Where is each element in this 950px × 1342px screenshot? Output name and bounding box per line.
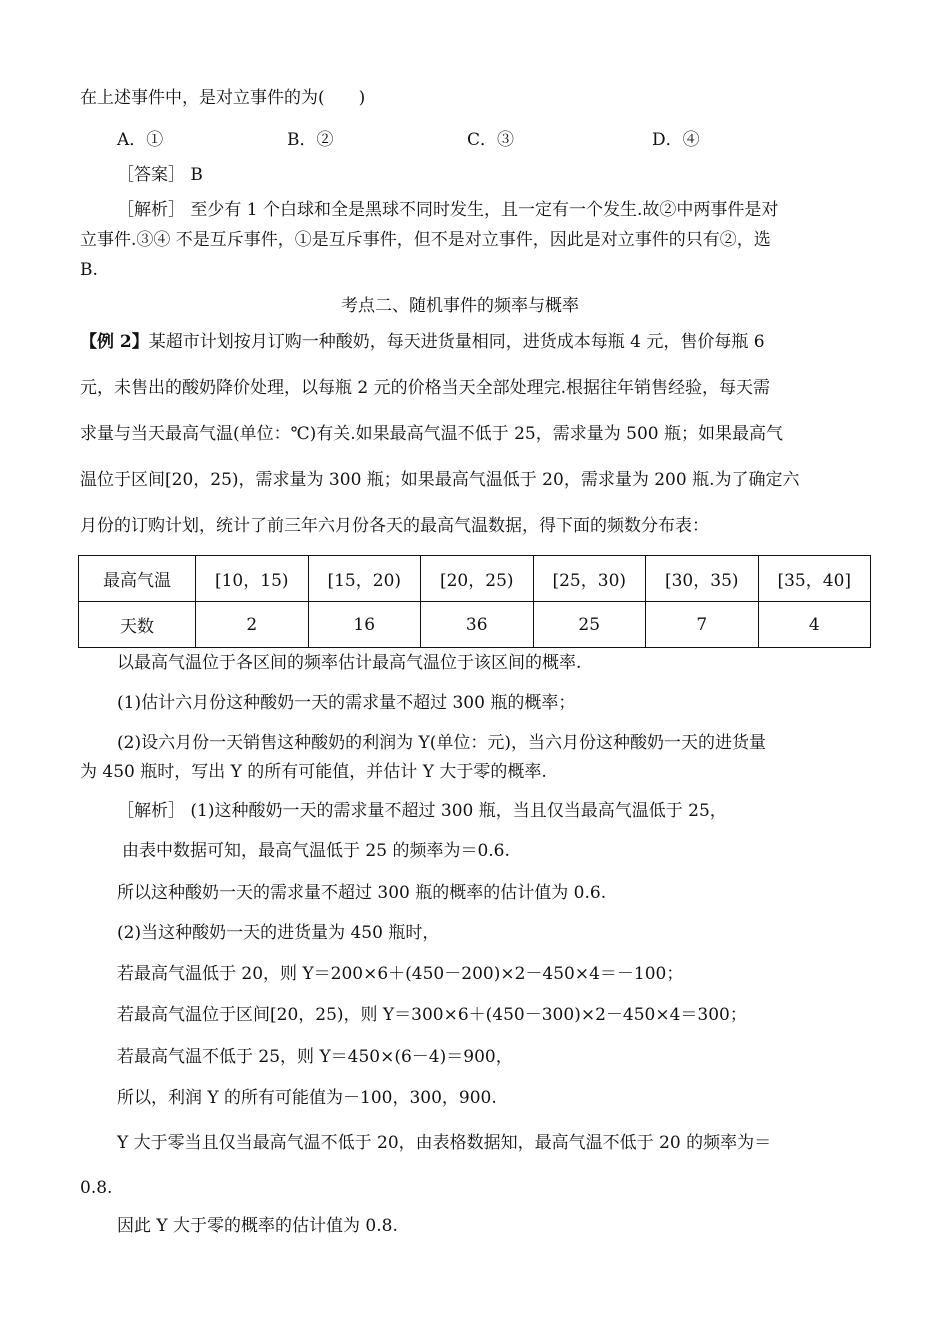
table-cell-interval: [15，20) bbox=[308, 556, 421, 602]
table-cell-count: 36 bbox=[421, 602, 534, 648]
table-cell-count: 25 bbox=[533, 602, 646, 648]
example-label: 【例 2】 bbox=[80, 332, 149, 352]
table-cell-count: 2 bbox=[196, 602, 309, 648]
analysis-line-2: 立事件.③④ 不是互斥事件，①是互斥事件，但不是对立事件，因此是对立事件的只有②，选 bbox=[80, 230, 771, 250]
table-row-days bbox=[79, 602, 871, 648]
solution-line-1: ［解析］ (1)这种酸奶一天的需求量不超过 300 瓶，当且仅当最高气温低于 25， bbox=[117, 801, 727, 821]
frequency-table bbox=[78, 555, 871, 648]
example-line-2: 元，未售出的酸奶降价处理，以每瓶 2 元的价格当天全部处理完.根据往年销售经验，每天需 bbox=[80, 378, 771, 398]
solution-line-3: 所以这种酸奶一天的需求量不超过 300 瓶的概率的估计值为 0.6. bbox=[117, 883, 607, 903]
table-cell-interval: [35，40] bbox=[758, 556, 871, 602]
solution-line-11: 因此 Y 大于零的概率的估计值为 0.8. bbox=[117, 1216, 398, 1236]
solution-line-6: 若最高气温位于区间[20，25)，则 Y＝300×6＋(450－300)×2－450×4＝300； bbox=[117, 1005, 747, 1025]
answer-line: ［答案］ B bbox=[117, 165, 203, 185]
table-cell-interval: [10，15) bbox=[196, 556, 309, 602]
solution-line-2: 由表中数据可知，最高气温低于 25 的频率为＝0.6. bbox=[122, 841, 510, 861]
table-cell-count: 7 bbox=[646, 602, 759, 648]
after-table-line-2: (1)估计六月份这种酸奶一天的需求量不超过 300 瓶的概率； bbox=[117, 693, 576, 713]
table-row-temperature bbox=[79, 556, 871, 602]
table-header-temperature: 最高气温 bbox=[79, 556, 196, 602]
example-line-3: 求量与当天最高气温(单位：℃)有关.如果最高气温不低于 25，需求量为 500 瓶；如果最高气 bbox=[80, 424, 783, 444]
option-c: C．③ bbox=[467, 130, 515, 150]
after-table-line-3: (2)设六月份一天销售这种酸奶的利润为 Y(单位：元)，当六月份这种酸奶一天的进货量 bbox=[117, 733, 766, 753]
example-line-4: 温位于区间[20，25)，需求量为 300 瓶；如果最高气温低于 20，需求量为 200 瓶.为了确定六 bbox=[80, 470, 800, 490]
example-text-1: 某超市计划按月订购一种酸奶，每天进货量相同，进货成本每瓶 4 元，售价每瓶 6 bbox=[148, 332, 765, 352]
solution-line-10: 0.8. bbox=[80, 1178, 113, 1198]
solution-line-9: Y 大于零当且仅当最高气温不低于 20，由表格数据知，最高气温不低于 20 的频率为＝ bbox=[117, 1133, 772, 1153]
table-cell-count: 4 bbox=[758, 602, 871, 648]
example-line-5: 月份的订购计划，统计了前三年六月份各天的最高气温数据，得下面的频数分布表： bbox=[80, 516, 709, 536]
section-title: 考点二、随机事件的频率与概率 bbox=[341, 296, 579, 316]
analysis-line-3: B. bbox=[80, 260, 98, 280]
option-b: B．② bbox=[287, 130, 334, 150]
table-cell-interval: [20，25) bbox=[421, 556, 534, 602]
solution-line-5: 若最高气温低于 20，则 Y＝200×6＋(450－200)×2－450×4＝－100； bbox=[117, 964, 684, 984]
question-tail: 在上述事件中，是对立事件的为( ) bbox=[80, 88, 366, 108]
option-a: A．① bbox=[117, 130, 164, 150]
solution-line-4: (2)当这种酸奶一天的进货量为 450 瓶时， bbox=[117, 923, 440, 943]
after-table-line-1: 以最高气温位于各区间的频率估计最高气温位于该区间的概率. bbox=[117, 653, 582, 673]
table-cell-interval: [25，30) bbox=[533, 556, 646, 602]
option-d: D．④ bbox=[652, 130, 700, 150]
solution-line-8: 所以，利润 Y 的所有可能值为－100，300，900. bbox=[117, 1088, 497, 1108]
after-table-line-4: 为 450 瓶时，写出 Y 的所有可能值，并估计 Y 大于零的概率. bbox=[80, 762, 547, 782]
example-line-1 bbox=[80, 330, 765, 354]
analysis-line-1: ［解析］ 至少有 1 个白球和全是黑球不同时发生，且一定有一个发生.故②中两事件是对 bbox=[117, 200, 779, 220]
table-cell-interval: [30，35) bbox=[646, 556, 759, 602]
solution-line-7: 若最高气温不低于 25，则 Y＝450×(6－4)＝900， bbox=[117, 1047, 513, 1067]
table-cell-count: 16 bbox=[308, 602, 421, 648]
table-header-days: 天数 bbox=[79, 602, 196, 648]
